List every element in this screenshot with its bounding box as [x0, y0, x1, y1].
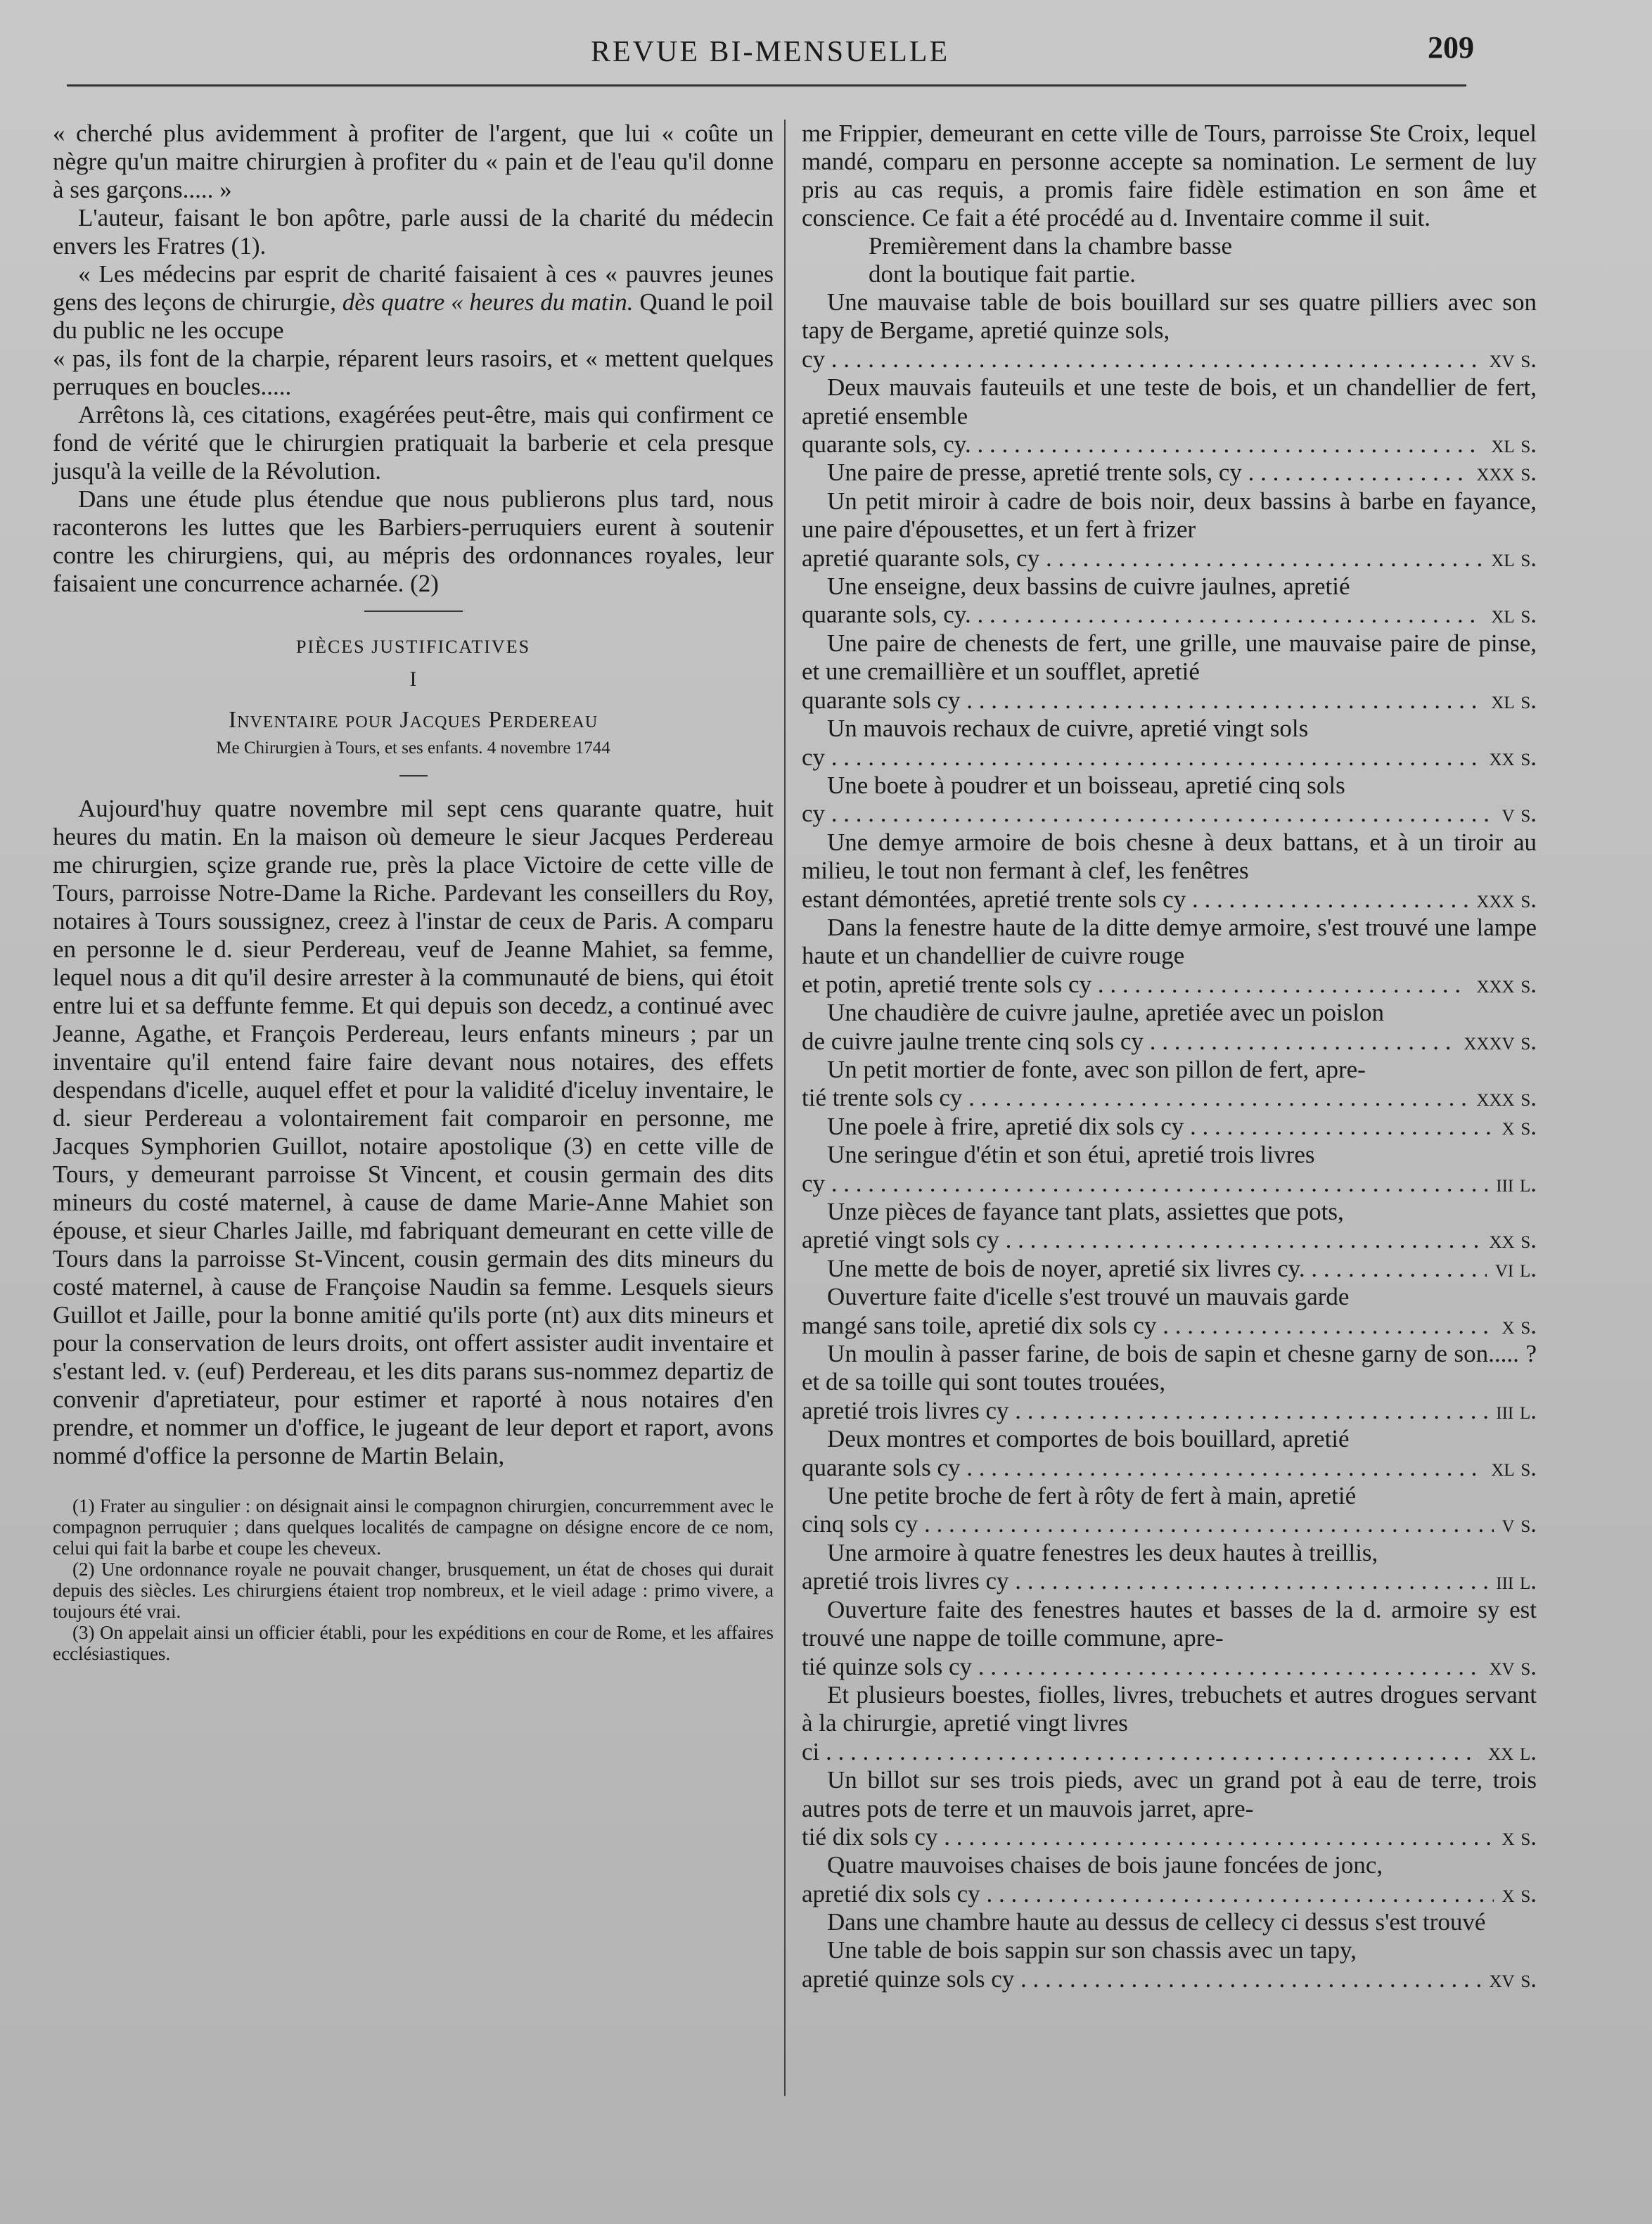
inventory-item	[802, 1425, 1537, 1482]
left-column	[53, 120, 774, 1664]
item-amount: xx s.	[1489, 743, 1537, 771]
item-amount: xxx s.	[1476, 1084, 1537, 1112]
inventory-item	[802, 1766, 1537, 1851]
right-column	[802, 120, 1537, 1993]
item-text: Une chaudière de cuivre jaulne, apretiée avec un poislon	[827, 999, 1384, 1027]
item-tail	[802, 544, 1537, 573]
item-text: Deux montres et comportes de bois bouillard, apretié	[827, 1425, 1350, 1453]
inventory-item	[802, 487, 1537, 573]
inventory-item	[802, 1283, 1537, 1340]
inventory-item	[802, 1482, 1537, 1539]
item-text: Ouverture faite d'icelle s'est trouvé un mauvais garde	[827, 1283, 1350, 1311]
item-amount: xv s.	[1489, 1964, 1537, 1993]
item-lead: cinq sols cy . . .	[802, 1510, 1494, 1538]
document-title: Inventaire pour Jacques Perdereau	[228, 707, 598, 733]
document-subtitle: Me Chirurgien à Tours, et ses enfants. 4 novembre 1744	[216, 739, 610, 758]
item-lead: tié trente sols cy . . .	[802, 1084, 1468, 1112]
item-lead: apretié trois livres cy . . .	[802, 1567, 1487, 1595]
item-amount: xxxv s.	[1464, 1027, 1537, 1055]
item-tail	[802, 1653, 1537, 1681]
item-text: Une enseigne, deux bassins de cuivre jaulnes, apretié	[827, 573, 1350, 601]
item-tail	[802, 886, 1537, 914]
paragraph: Dans une étude plus étendue que nous publierons plus tard, nous raconterons les luttes que les Barbiers-perruquiers eurent à soutenir contre les chirurgiens, qui, au mépris des ordonnances royales, leur faisaient une concurrence acharnée. (2)	[53, 485, 774, 597]
item-amount: v s.	[1501, 800, 1537, 828]
item-tail	[802, 601, 1537, 629]
item-tail	[802, 1965, 1537, 1993]
item-amount: iii l.	[1496, 1567, 1537, 1595]
inventory-list	[802, 288, 1537, 1908]
item-tail	[802, 345, 1537, 373]
item-tail	[802, 430, 1537, 459]
item-text: Quatre mauvoises chaises de bois jaune foncées de jonc,	[827, 1851, 1383, 1879]
item-lead: Une mette de bois de noyer, apretié six livres cy. . . .	[827, 1255, 1487, 1283]
item-text: Une demye armoire de bois chesne à deux battans, et à un tiroir au milieu, le tout non fermant à clef, les fenêtres	[802, 828, 1537, 885]
inventory-item	[802, 1539, 1537, 1596]
item-lead: cy . . .	[802, 743, 1480, 772]
item-text: Un mauvois rechaux de cuivre, apretié vingt sols	[827, 715, 1309, 743]
column-divider	[784, 120, 786, 2096]
item-tail	[802, 800, 1537, 828]
item-lead: cy . . .	[802, 800, 1494, 828]
item-lead: quarante sols cy . . .	[802, 686, 1483, 715]
item-text: Une mauvaise table de bois bouillard sur ses quatre pilliers avec son tapy de Bergame, apretié quinze sols,	[802, 288, 1537, 345]
item-tail	[802, 1880, 1537, 1908]
item-lead: apretié dix sols cy . . .	[802, 1880, 1494, 1908]
inventory-item	[802, 772, 1537, 829]
section-heading: PIÈCES JUSTIFICATIVES	[295, 637, 531, 657]
page-number: 209	[1428, 30, 1474, 65]
item-text: Unze pièces de fayance tant plats, assiettes que pots,	[827, 1198, 1344, 1225]
inventory-item	[802, 1198, 1537, 1255]
item-lead: quarante sols, cy. . . .	[802, 430, 1483, 459]
title-dash	[399, 775, 428, 777]
item-amount: iii l.	[1496, 1169, 1537, 1197]
item-lead: Une poele à frire, apretié dix sols cy . . .	[827, 1113, 1494, 1141]
item-text: Une table de bois sappin sur son chassis avec un tapy,	[827, 1936, 1357, 1964]
inventory-item	[802, 914, 1537, 999]
inventory-item	[802, 1851, 1537, 1908]
inventory-item	[802, 1340, 1537, 1425]
item-text: Ouverture faite des fenestres hautes et basses de la d. armoire sy est trouvé une nappe de toille commune, apre-	[802, 1595, 1537, 1652]
inventory-item	[802, 288, 1537, 373]
item-amount: xx s.	[1489, 1226, 1537, 1254]
item-tail	[802, 743, 1537, 772]
room-heading: Dans une chambre haute au dessus de cellecy ci dessus s'est trouvé	[827, 1908, 1486, 1936]
item-text: Une paire de chenests de fert, une grille, une mauvaise paire de pinse, et une cremaillière et un soufflet, apretié	[802, 629, 1537, 686]
item-amount: xl s.	[1491, 686, 1537, 714]
section-number: I	[409, 667, 417, 691]
item-tail	[802, 1454, 1537, 1482]
item-tail	[802, 459, 1537, 487]
item-tail	[802, 1028, 1537, 1056]
item-tail	[802, 1084, 1537, 1112]
item-tail	[802, 1312, 1537, 1340]
item-amount: xl s.	[1491, 1453, 1537, 1481]
room-heading: Premièrement dans la chambre basse	[869, 232, 1233, 260]
item-lead: apretié trois livres cy . . .	[802, 1397, 1487, 1425]
inventory-item	[802, 999, 1537, 1056]
paragraph: Arrêtons là, ces citations, exagérées peut-être, mais qui confirment ce fond de vérité que le chirurgien pratiquait la barberie et cela presque jusqu'à la veille de la Révolution.	[53, 401, 774, 485]
italic-phrase: dès quatre « heures du matin.	[342, 288, 634, 316]
inventory-item	[802, 829, 1537, 914]
inventory-item	[802, 1113, 1537, 1141]
item-amount: xxx s.	[1476, 459, 1537, 487]
inventory-item	[802, 715, 1537, 772]
inventory-item	[802, 630, 1537, 715]
item-text: Dans la fenestre haute de la ditte demye armoire, s'est trouvé une lampe haute et un chandellier de cuivre rouge	[802, 913, 1537, 970]
inventory-item	[802, 1255, 1537, 1283]
page-header	[0, 28, 1652, 84]
item-tail	[802, 1823, 1537, 1851]
inventory-item	[802, 459, 1537, 487]
item-amount: xl s.	[1491, 430, 1537, 459]
item-tail	[802, 1738, 1537, 1766]
item-amount: x s.	[1501, 1311, 1537, 1339]
item-amount: x s.	[1501, 1822, 1537, 1851]
item-tail	[802, 1113, 1537, 1141]
item-amount: x s.	[1501, 1879, 1537, 1907]
item-tail	[802, 1255, 1537, 1283]
item-text: Une petite broche de fert à rôty de fert à main, apretié	[827, 1482, 1357, 1510]
item-lead: apretié quinze sols cy . . .	[802, 1965, 1480, 1993]
inventory-item	[802, 573, 1537, 630]
item-amount: iii l.	[1496, 1396, 1537, 1424]
paragraph: L'auteur, faisant le bon apôtre, parle aussi de la charité du médecin envers les Fratres (1).	[53, 204, 774, 260]
quote-paragraph: « pas, ils font de la charpie, réparent leurs rasoirs, et « mettent quelques perruques en boucles.....	[53, 345, 774, 400]
section-rule	[364, 611, 463, 612]
item-tail	[802, 686, 1537, 715]
footnote: (2) Une ordonnance royale ne pouvait changer, brusquement, un état de choses qui durait depuis des siècles. Les chirurgiens étaient trop nombreux, et le vieil adage : primo vivere, a toujours été vrai.	[53, 1559, 774, 1622]
item-lead: mangé sans toile, apretié dix sols cy . . .	[802, 1312, 1494, 1340]
item-text: Une boete à poudrer et un boisseau, apretié cinq sols	[827, 771, 1345, 799]
item-amount: xl s.	[1491, 544, 1537, 572]
item-tail	[802, 1510, 1537, 1538]
item-amount: xv s.	[1489, 345, 1537, 373]
item-lead: apretié vingt sols cy . . .	[802, 1226, 1480, 1254]
item-tail	[802, 1226, 1537, 1254]
item-lead: quarante sols, cy. . . .	[802, 601, 1483, 629]
item-lead: tié quinze sols cy . . .	[802, 1653, 1480, 1681]
item-text: Un billot sur ses trois pieds, avec un grand pot à eau de terre, trois autres pots de terre et un mauvois jarret, apre-	[802, 1766, 1537, 1822]
item-text: Un petit miroir à cadre de bois noir, deux bassins à barbe en fayance, une paire d'épousettes, et un fert à frizer	[802, 487, 1537, 544]
item-tail	[802, 971, 1537, 999]
inventory-item	[802, 1141, 1537, 1198]
item-amount: xv s.	[1489, 1652, 1537, 1680]
footnote: (1) Frater au singulier : on désignait ainsi le compagnon chirurgien, concurremment avec le compagnon perruquier ; dans quelques localités de campagne on désigne encore de ce nom, celui qui fait la barbe et coupe les cheveux.	[53, 1495, 774, 1559]
item-amount: x s.	[1501, 1112, 1537, 1140]
item-lead: Une paire de presse, apretié trente sols, cy . . .	[827, 459, 1468, 487]
item-lead: apretié quarante sols, cy . . .	[802, 544, 1483, 573]
item-lead: cy . . .	[802, 345, 1480, 373]
item-tail	[802, 1567, 1537, 1595]
item-lead: de cuivre jaulne trente cinq sols cy . . .	[802, 1028, 1455, 1056]
item-amount: v s.	[1501, 1510, 1537, 1538]
item-text: Deux mauvais fauteuils et une teste de bois, et un chandellier de fert, apretié ensemble	[802, 373, 1537, 430]
paragraph: me Frippier, demeurant en cette ville de Tours, parroisse Ste Croix, lequel mandé, comparu en personne accepte sa nomination. Le serment de luy pris au cas requis, a promis faire fidèle estimation en son âme et conscience. Ce fait a été procédé au d. Inventaire comme il suit.	[802, 120, 1537, 231]
item-amount: vi l.	[1494, 1254, 1537, 1282]
item-text: Un petit mortier de fonte, avec son pillon de fert, apre-	[827, 1055, 1366, 1083]
item-lead: quarante sols cy . . .	[802, 1454, 1483, 1482]
item-amount: xxx s.	[1476, 885, 1537, 913]
inventory-item	[802, 1056, 1537, 1113]
item-lead: tié dix sols cy . . .	[802, 1823, 1494, 1851]
quote-paragraph: « cherché plus avidemment à profiter de l'argent, que lui « coûte un nègre qu'un maitre chirurgien à profiter du « pain et de l'eau qu'il donne à ses garçons..... »	[53, 120, 774, 203]
item-text: Une armoire à quatre fenestres les deux hautes à treillis,	[827, 1538, 1378, 1566]
quote-paragraph: « Les médecins par esprit de charité faisaient à ces « pauvres jeunes gens des leçons de chirurgie, dès quatre « heures du matin. Quand le poil du public ne les occupe	[53, 260, 774, 344]
item-text: Un moulin à passer farine, de bois de sapin et chesne garny de son..... ? et de sa toille qui sont toutes trouées,	[802, 1340, 1537, 1396]
item-amount: xl s.	[1491, 601, 1537, 629]
item-lead: estant démontées, apretié trente sols cy . . .	[802, 886, 1468, 914]
room-heading: dont la boutique fait partie.	[869, 260, 1136, 288]
header-rule	[67, 84, 1466, 87]
item-tail	[802, 1170, 1537, 1198]
inventory-item	[802, 1936, 1537, 1993]
item-amount: xx l.	[1488, 1737, 1537, 1765]
item-lead: cy . . .	[802, 1170, 1487, 1198]
inventory-item	[802, 373, 1537, 459]
footnote: (3) On appelait ainsi un officier établi, pour les expéditions en cour de Rome, et les affaires ecclésiastiques.	[53, 1622, 774, 1664]
inventory-item	[802, 1681, 1537, 1766]
item-text: Une seringue d'étin et son étui, apretié trois livres	[827, 1141, 1315, 1169]
item-lead: et potin, apretié trente sols cy . . .	[802, 971, 1468, 999]
item-tail	[802, 1397, 1537, 1425]
item-amount: xxx s.	[1476, 970, 1537, 998]
item-lead: ci . . .	[802, 1738, 1480, 1766]
inventory-item	[802, 1596, 1537, 1681]
inventory-body: Aujourd'huy quatre novembre mil sept cens quarante quatre, huit heures du matin. En la maison où demeure le sieur Jacques Perdereau me chirurgien, sçize grande rue, près la place Victoire de cette ville de Tours, parroisse Notre-Dame la Riche. Pardevant les conseillers du Roy, notaires à Tours soussignez, creez à l'instar de ceux de Paris. A comparu en personne le d. sieur Perdereau, veuf de Jeanne Mahiet, sa femme, lequel nous a dit qu'il desire arrester à la communauté de biens, qui étoit entre lui et sa deffunte femme. Et qui depuis son decedz, a continué avec Jeanne, Agathe, et François Perdereau, leurs enfants mineurs ; par un inventaire qu'il entend faire faire devant nous notaires, des effets despendans d'icelle, auquel effet et pour la validité d'iceluy inventaire, le d. sieur Perdereau a volontairement fait comparoir en personne, me Jacques Symphorien Guillot, notaire apostolique (3) en cette ville de Tours, y demeurant parroisse St Vincent, et cousin germain des dits mineurs du costé maternel, à cause de dame Marie-Anne Mahiet son épouse, et sieur Charles Jaille, md fabriquant demeurant en cette ville de Tours dans la parroisse St-Vincent, cousin germain des dits mineurs du costé maternel, à cause de Françoise Naudin sa femme. Lesquels sieurs Guillot et Jaille, pour la bonne amitié qu'ils porte (nt) aux dits mineurs et pour la conservation de leurs droits, ont offert assister audit inventaire et s'estant led. v. (euf) Perdereau, et les dits parans sus-nommez departiz de convenir d'apretiateur, pour estimer et raporté à nous notaires d'en prendre, et nommer un d'office, le jugeant de leur deport et raport, avons nommé d'office la personne de Martin Belain,	[53, 795, 774, 1469]
footnotes	[53, 1495, 774, 1664]
running-title: REVUE BI-MENSUELLE	[591, 36, 950, 68]
item-text: Et plusieurs boestes, fiolles, livres, trebuchets et autres drogues servant à la chirurgie, apretié vingt livres	[802, 1680, 1537, 1737]
